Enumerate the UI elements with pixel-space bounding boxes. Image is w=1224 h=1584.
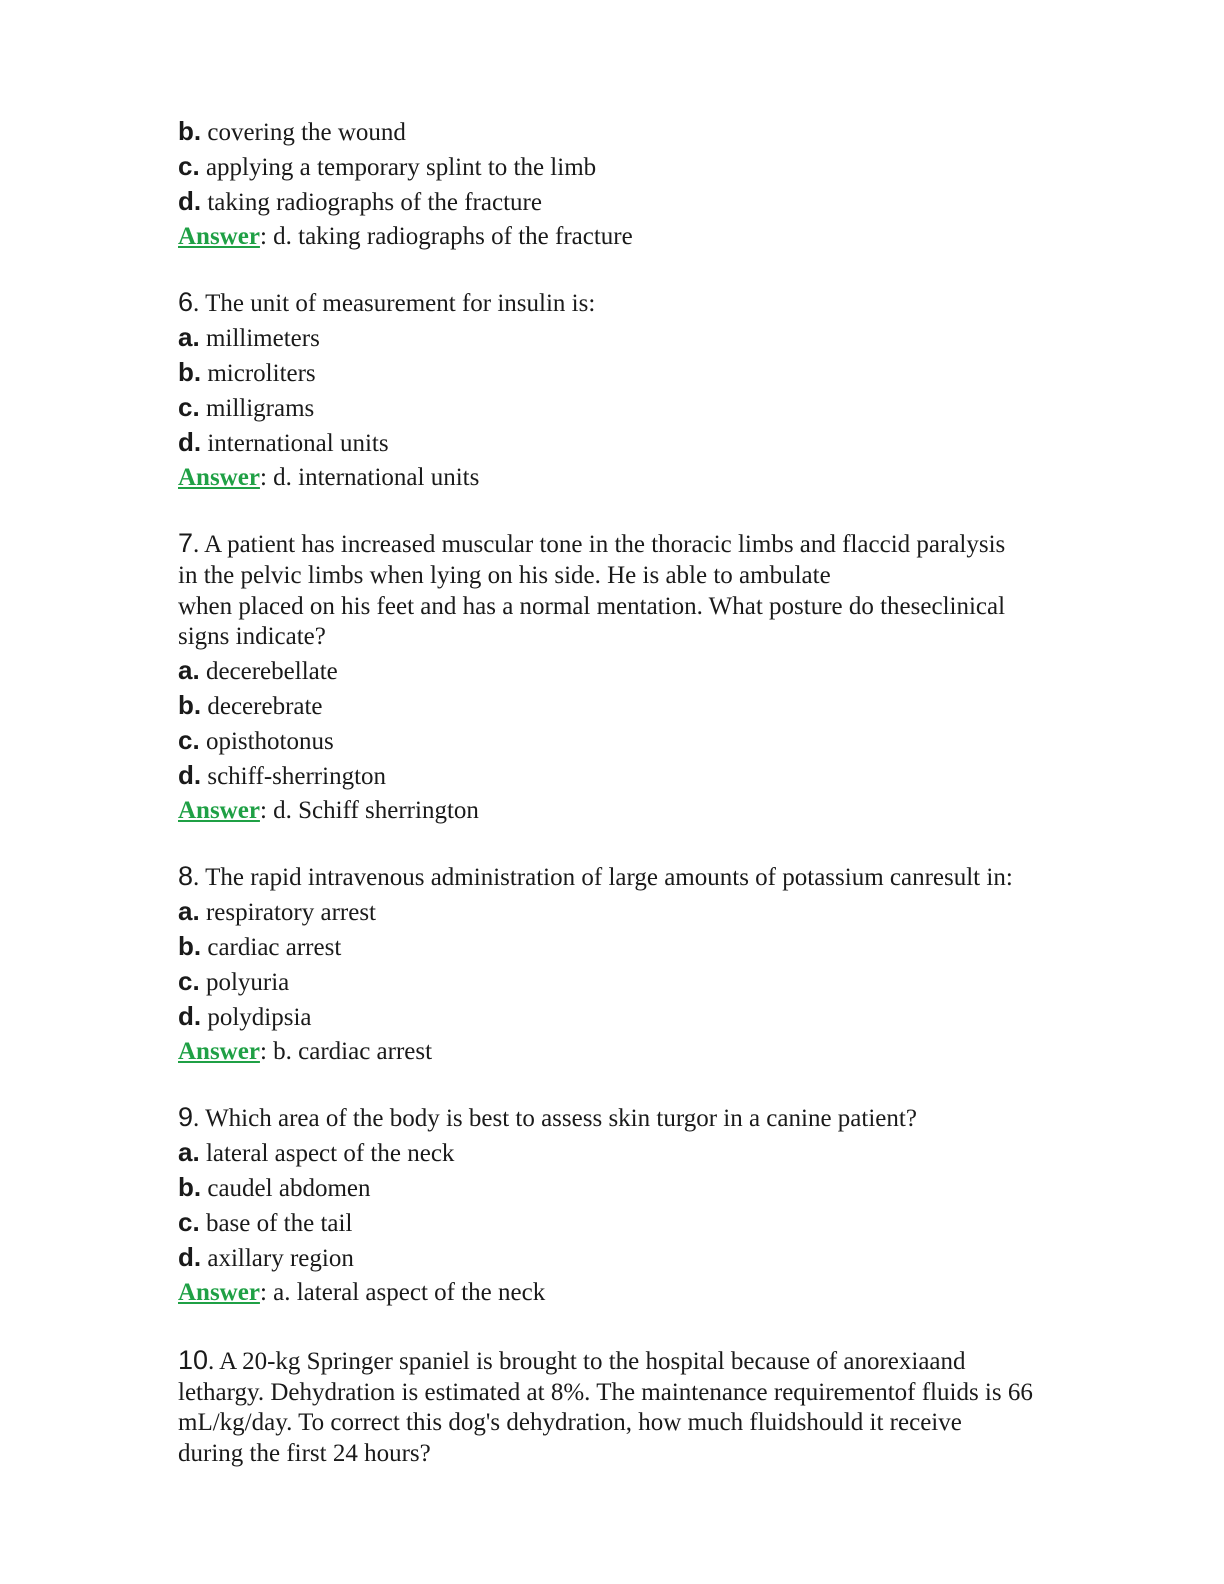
question-text-line: during the first 24 hours? [178, 1439, 431, 1467]
question-text-line: in the pelvic limbs when lying on his side. He is able to ambulate [178, 562, 831, 589]
answer-line: Answer: b. cardiac arrest [178, 1037, 433, 1065]
question-6 [178, 285, 1138, 495]
answer-link[interactable]: Answer [178, 1037, 260, 1065]
question-8 [178, 859, 1138, 1069]
option-c: c. opisthotonus [178, 724, 334, 755]
answer-line: Answer: d. Schiff sherrington [178, 796, 479, 824]
question-text: 8. The rapid intravenous administration of large amounts of potassium canresult in: [178, 860, 1013, 891]
option-d: d. schiff-sherrington [178, 759, 387, 790]
question-text: 6. The unit of measurement for insulin is: [178, 287, 596, 317]
option-c: c. base of the tail [178, 1206, 353, 1237]
option-a: a. lateral aspect of the neck [178, 1136, 455, 1167]
question-text: 9. Which area of the body is best to assess skin turgor in a canine patient? [178, 1101, 917, 1132]
option-d: d. international units [178, 427, 389, 457]
question-5-fragment [178, 114, 1138, 254]
answer-link[interactable]: Answer [178, 796, 260, 824]
answer-link[interactable]: Answer [178, 1278, 260, 1306]
question-text-line: signs indicate? [178, 623, 326, 650]
answer-line: Answer: a. lateral aspect of the neck [178, 1278, 546, 1306]
question-7 [178, 526, 1138, 828]
option-b: b. decerebrate [178, 689, 323, 720]
option-a: a. millimeters [178, 322, 320, 352]
document-page [178, 114, 1138, 1469]
question-text: 7. A patient has increased muscular tone in the thoracic limbs and flaccid paralysis [178, 528, 1006, 558]
option-c: c. milligrams [178, 392, 315, 422]
question-10 [178, 1343, 1138, 1470]
option-c: c. applying a temporary splint to the limb [178, 151, 597, 181]
answer-link[interactable]: Answer [178, 223, 260, 250]
question-text-line: mL/kg/day. To correct this dog's dehydration, how much fluidshould it receive [178, 1409, 962, 1436]
option-c: c. polyuria [178, 965, 290, 996]
option-d: d. axillary region [178, 1241, 354, 1272]
question-text: 10. A 20-kg Springer spaniel is brought to the hospital because of anorexiaand [178, 1344, 966, 1375]
option-b: b. microliters [178, 357, 316, 387]
option-d: d. taking radiographs of the fracture [178, 186, 542, 216]
answer-line: Answer: d. international units [178, 464, 480, 491]
option-b: b. cardiac arrest [178, 930, 342, 961]
answer-line: Answer: d. taking radiographs of the fracture [178, 223, 633, 250]
option-a: a. decerebellate [178, 654, 338, 685]
question-text-line: lethargy. Dehydration is estimated at 8%. The maintenance requirementof fluids is 66 [178, 1378, 1033, 1406]
question-text-line: when placed on his feet and has a normal mentation. What posture do theseclinical [178, 592, 1006, 620]
option-a: a. respiratory arrest [178, 895, 376, 926]
option-b: b. caudel abdomen [178, 1171, 371, 1202]
option-b: b. covering the wound [178, 116, 406, 146]
option-d: d. polydipsia [178, 1000, 312, 1031]
question-9 [178, 1100, 1138, 1310]
answer-link[interactable]: Answer [178, 464, 260, 491]
